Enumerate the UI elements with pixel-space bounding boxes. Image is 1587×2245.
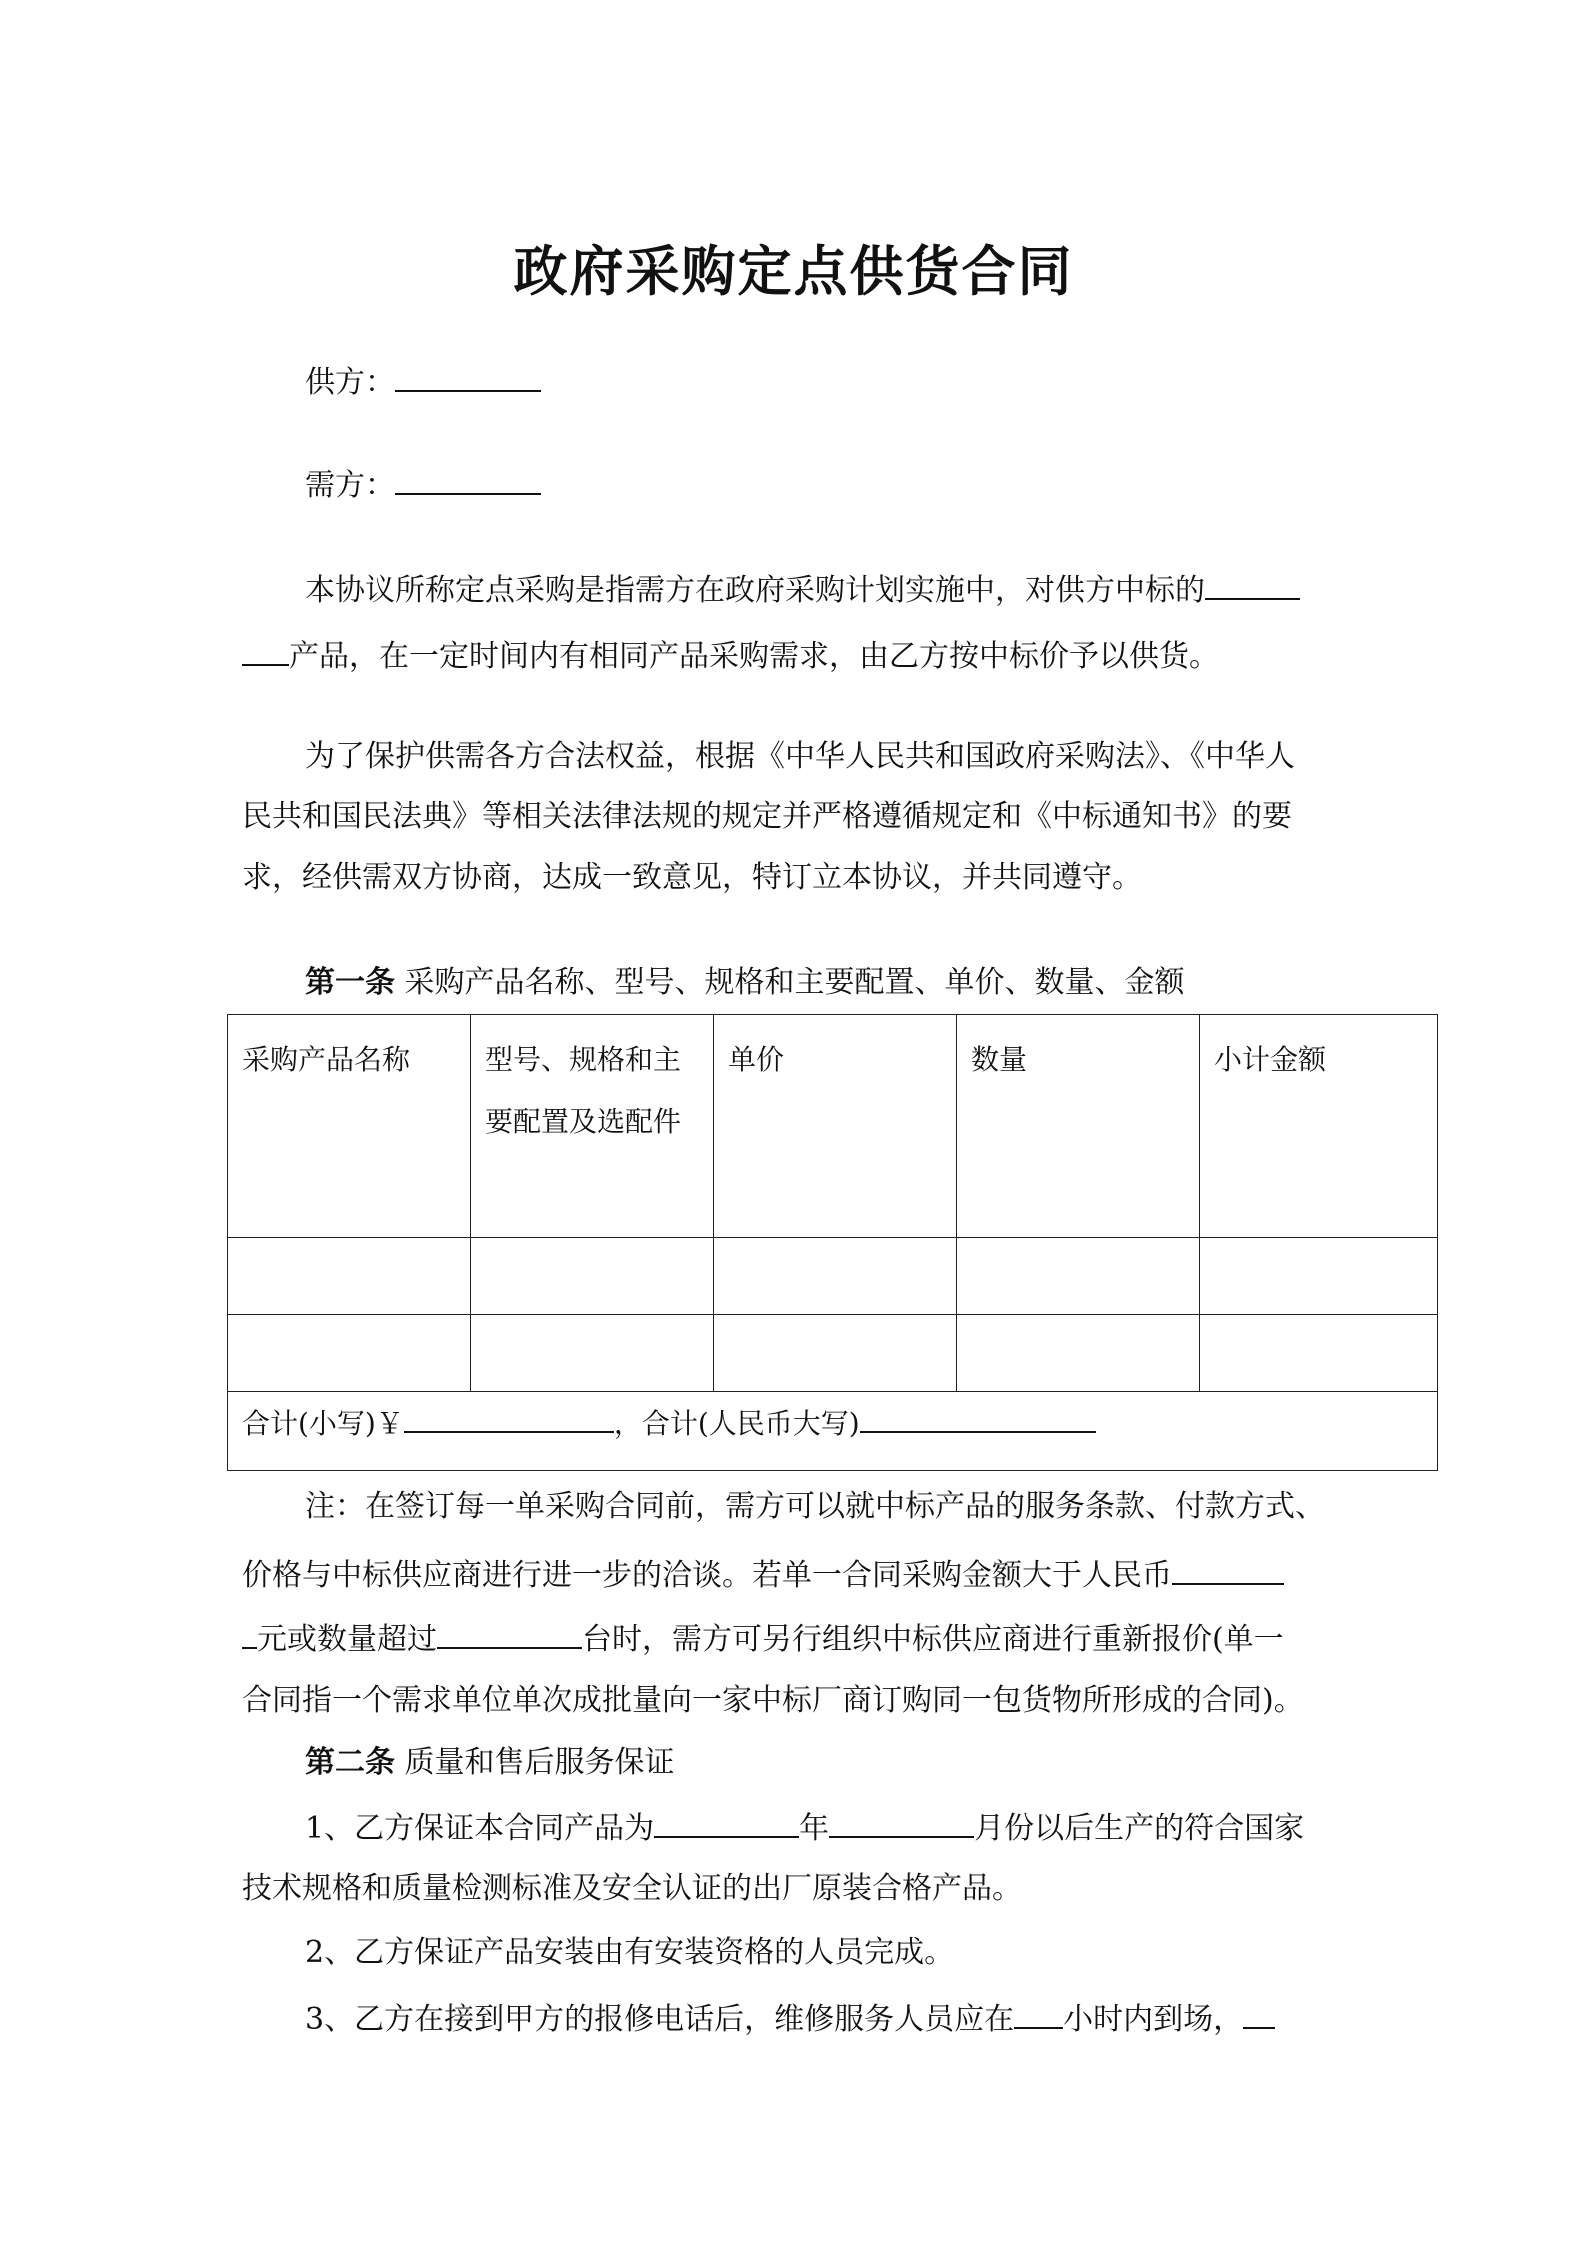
next-blank[interactable] [1243, 1997, 1275, 2029]
article2-label: 第二条 [305, 1745, 395, 1780]
item3-line [305, 1997, 1275, 2040]
header-quantity: 数量 [957, 1015, 1200, 1238]
total-big-label: ，合计(人民币大写) [613, 1407, 860, 1440]
supplier-blank[interactable] [395, 360, 541, 392]
table-cell[interactable] [1200, 1315, 1438, 1392]
note-text-3b: 台时，需方可另行组织中标供应商进行重新报价(单一 [582, 1622, 1284, 1657]
year-blank[interactable] [654, 1806, 799, 1838]
item1-text-a: 1、乙方保证本合同产品为 [305, 1811, 655, 1846]
table-cell[interactable] [228, 1238, 471, 1315]
para1-line2 [242, 634, 1219, 677]
supplier-line [305, 360, 541, 403]
article1-label: 第一条 [305, 965, 395, 1000]
para2-line3: 求，经供需双方协商，达成一致意见，特订立本协议，并共同遵守。 [242, 860, 1142, 895]
month-blank[interactable] [829, 1806, 974, 1838]
para1-text-2: 产品，在一定时间内有相同产品采购需求，由乙方按中标价予以供货。 [289, 639, 1219, 674]
item3-text-a: 3、乙方在接到甲方的报修电话后，维修服务人员应在 [305, 2002, 1015, 2037]
table-cell[interactable] [957, 1238, 1200, 1315]
total-cell [228, 1392, 1438, 1471]
item3-text-b: 小时内到场， [1063, 2002, 1244, 2037]
buyer-blank[interactable] [395, 463, 541, 495]
note-line4: 合同指一个需求单位单次成批量向一家中标厂商订购同一包货物所形成的合同)。 [242, 1683, 1304, 1718]
table-cell[interactable] [471, 1238, 714, 1315]
header-model-spec: 型号、规格和主要配置及选配件 [471, 1015, 714, 1238]
products-table [227, 1014, 1438, 1471]
buyer-line [305, 463, 541, 506]
table-cell[interactable] [1200, 1238, 1438, 1315]
note-text-2: 价格与中标供应商进行进一步的洽谈。若单一合同采购金额大于人民币 [242, 1558, 1172, 1593]
item1-line1 [305, 1806, 1304, 1849]
header-unit-price: 单价 [714, 1015, 957, 1238]
table-row [228, 1315, 1438, 1392]
header-subtotal: 小计金额 [1200, 1015, 1438, 1238]
article1-heading [305, 963, 1185, 1003]
note-text-3a: 元或数量超过 [257, 1622, 437, 1657]
para2-line1: 为了保护供需各方合法权益，根据《中华人民共和国政府采购法》、《中华人 [305, 739, 1295, 774]
amount-blank[interactable] [1172, 1553, 1284, 1585]
note-line2 [242, 1553, 1284, 1596]
total-small-label: 合计(小写)￥ [242, 1407, 404, 1440]
note-line3 [242, 1617, 1284, 1660]
header-product-name: 采购产品名称 [228, 1015, 471, 1238]
item1-line2: 技术规格和质量检测标准及安全认证的出厂原装合格产品。 [242, 1871, 1022, 1906]
product-blank-cont[interactable] [242, 634, 289, 666]
item2-line: 2、乙方保证产品安装由有安装资格的人员完成。 [305, 1935, 955, 1970]
article1-text: 采购产品名称、型号、规格和主要配置、单价、数量、金额 [404, 965, 1185, 1000]
article2-text: 质量和售后服务保证 [404, 1745, 675, 1780]
total-small-blank[interactable] [404, 1405, 614, 1433]
para2-line2: 民共和国民法典》等相关法律法规的规定并严格遵循规定和《中标通知书》的要 [242, 799, 1292, 834]
supplier-label: 供方： [305, 365, 395, 400]
contract-title: 政府采购定点供货合同 [513, 239, 1074, 303]
table-total-row [228, 1392, 1438, 1471]
buyer-label: 需方： [305, 468, 395, 503]
hours-blank[interactable] [1014, 1997, 1063, 2029]
quantity-blank[interactable] [437, 1617, 582, 1649]
table-header-row [228, 1015, 1438, 1238]
table-cell[interactable] [714, 1315, 957, 1392]
note-line1: 注：在签订每一单采购合同前，需方可以就中标产品的服务条款、付款方式、 [305, 1489, 1325, 1524]
para1-text-1: 本协议所称定点采购是指需方在政府采购计划实施中，对供方中标的 [305, 573, 1205, 608]
table-cell[interactable] [714, 1238, 957, 1315]
table-cell[interactable] [228, 1315, 471, 1392]
item1-text-c: 月份以后生产的符合国家 [974, 1811, 1305, 1846]
item1-text-b: 年 [799, 1811, 830, 1846]
total-big-blank[interactable] [860, 1405, 1096, 1433]
table-row [228, 1238, 1438, 1315]
article2-heading [305, 1743, 675, 1783]
table-cell[interactable] [957, 1315, 1200, 1392]
para1-line1 [305, 568, 1300, 611]
table-cell[interactable] [471, 1315, 714, 1392]
product-blank[interactable] [1205, 568, 1300, 600]
amount-blank-cont[interactable] [242, 1617, 257, 1649]
